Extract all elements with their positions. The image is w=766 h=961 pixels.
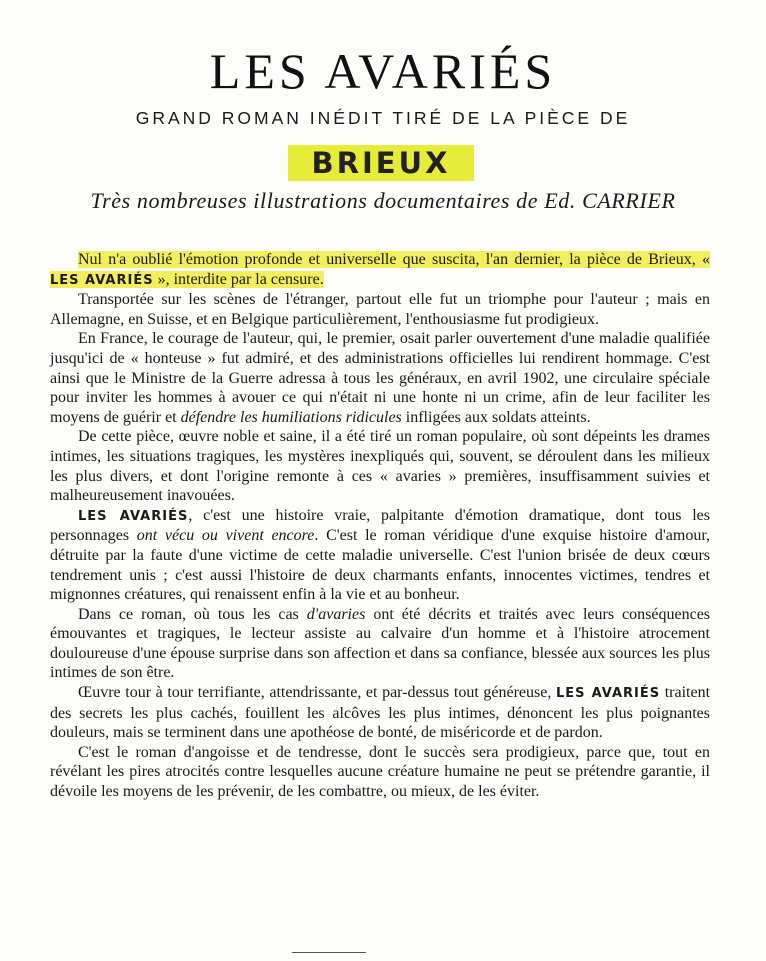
p7-title-ref: LES AVARIÉS xyxy=(555,686,661,702)
p5-text-b: , c'est une histoire vraie, palpitante d'émotion dramatique, dont tous les personnages xyxy=(50,506,711,545)
p3-text-a: En France, le courage de l'auteur, qui, le premier, osait parler ouvertement d'une maladie qualifiée jusqu'ici de « honteuse » fut admiré, et des administrations officielles lui rendirent hommage. C'est ainsi que le Ministre de la Guerre adressa à tous les généraux, en avril 1902, une circulaire spéciale pour inviter les hommes à avouer ce qui n'était ni une honte ni un crime, afin de leur faciliter les moyens de guérir et xyxy=(50,330,710,426)
p3-text-c: infligées aux soldats atteints. xyxy=(405,408,591,426)
paragraph-5 xyxy=(50,506,710,605)
paragraph-3 xyxy=(50,329,710,427)
p6-italic: d'avaries xyxy=(306,605,366,623)
bottom-divider xyxy=(292,952,366,953)
p3-italic: défendre les humiliations ridicules xyxy=(180,408,402,426)
book-subtitle: GRAND ROMAN INÉDIT TIRÉ DE LA PIÈCE DE xyxy=(135,108,631,128)
article-body xyxy=(50,250,710,802)
paragraph-8: C'est le roman d'angoisse et de tendresse, dont le succès sera prodigieux, parce que, tout en révélant les pires atrocités contre lesquelles aucune créature humaine ne peut se prétendre garantie, il dévoile les moyens de les prévenir, de les combattre, ou mieux, de les éviter. xyxy=(50,743,710,801)
paragraph-7 xyxy=(50,683,710,743)
p1-text-a: Nul n'a oublié l'émotion profonde et universelle que suscita, l'an dernier, la pièce de Brieux, « xyxy=(78,251,710,268)
p5-title-ref: LES AVARIÉS xyxy=(78,508,189,524)
paragraph-4: De cette pièce, œuvre noble et saine, il a été tiré un roman populaire, où sont dépeints les drames intimes, les situations tragiques, les mystères inexpliqués qui, souvent, se déroulent dans les milieux les plus divers, et dont l'origine remonte à ces « avaries » premières, insuffisamment suivies et malheureusement inavouées. xyxy=(50,428,710,505)
p1-text-c: », interdite par la censure. xyxy=(157,270,324,288)
author-name-highlighted: BRIEUX xyxy=(288,145,474,181)
paragraph-2: Transportée sur les scènes de l'étranger, partout elle fut un triomphe pour l'auteur ; mais en Allemagne, en Suisse, et en Belgique particulièrement, l'enthousiasme fut prodigieux. xyxy=(50,291,710,328)
p7-text-c: traitent des secrets les plus cachés, fouillent les alcôves les plus intimes, dénoncent les plus poignantes douleurs, mais se terminent dans une apothéose de bonté, de miséricorde et de pardon. xyxy=(50,684,711,742)
p7-text-a: Œuvre tour à tour terrifiante, attendrissante, et par-dessus tout généreuse, xyxy=(78,684,552,702)
p6-text-c: ont été décrits et traités avec leurs conséquences émouvantes et tragiques, le lecteur assiste au calvaire d'un homme et à l'histoire atrocement douloureuse d'une épouse surprise dans son affection et dans sa confiance, blessée aux sources les plus intimes de son être. xyxy=(50,605,711,682)
paragraph-1-highlighted xyxy=(50,250,710,290)
p5-text-d: . C'est le roman véridique d'une exquise histoire d'amour, détruite par la faute d'une victime de cette maladie universelle. C'est l'union brisée de deux cœurs tendrement unis ; c'est aussi l'histoire de deux charmants enfants, innocentes victimes, tendres et mignonnes créatures, qui renaissent enfin à la vie et au bonheur. xyxy=(50,527,711,604)
illustrations-credit: Très nombreuses illustrations documentaires de Ed. CARRIER xyxy=(90,188,676,213)
p5-italic: ont vécu ou vivent encore xyxy=(136,527,315,545)
p6-text-a: Dans ce roman, où tous les cas xyxy=(78,605,299,623)
paragraph-1-highlight xyxy=(50,251,710,288)
book-title: LES AVARIÉS xyxy=(209,43,557,99)
p1-title-ref: LES AVARIÉS xyxy=(50,272,154,288)
paragraph-6 xyxy=(50,605,710,683)
